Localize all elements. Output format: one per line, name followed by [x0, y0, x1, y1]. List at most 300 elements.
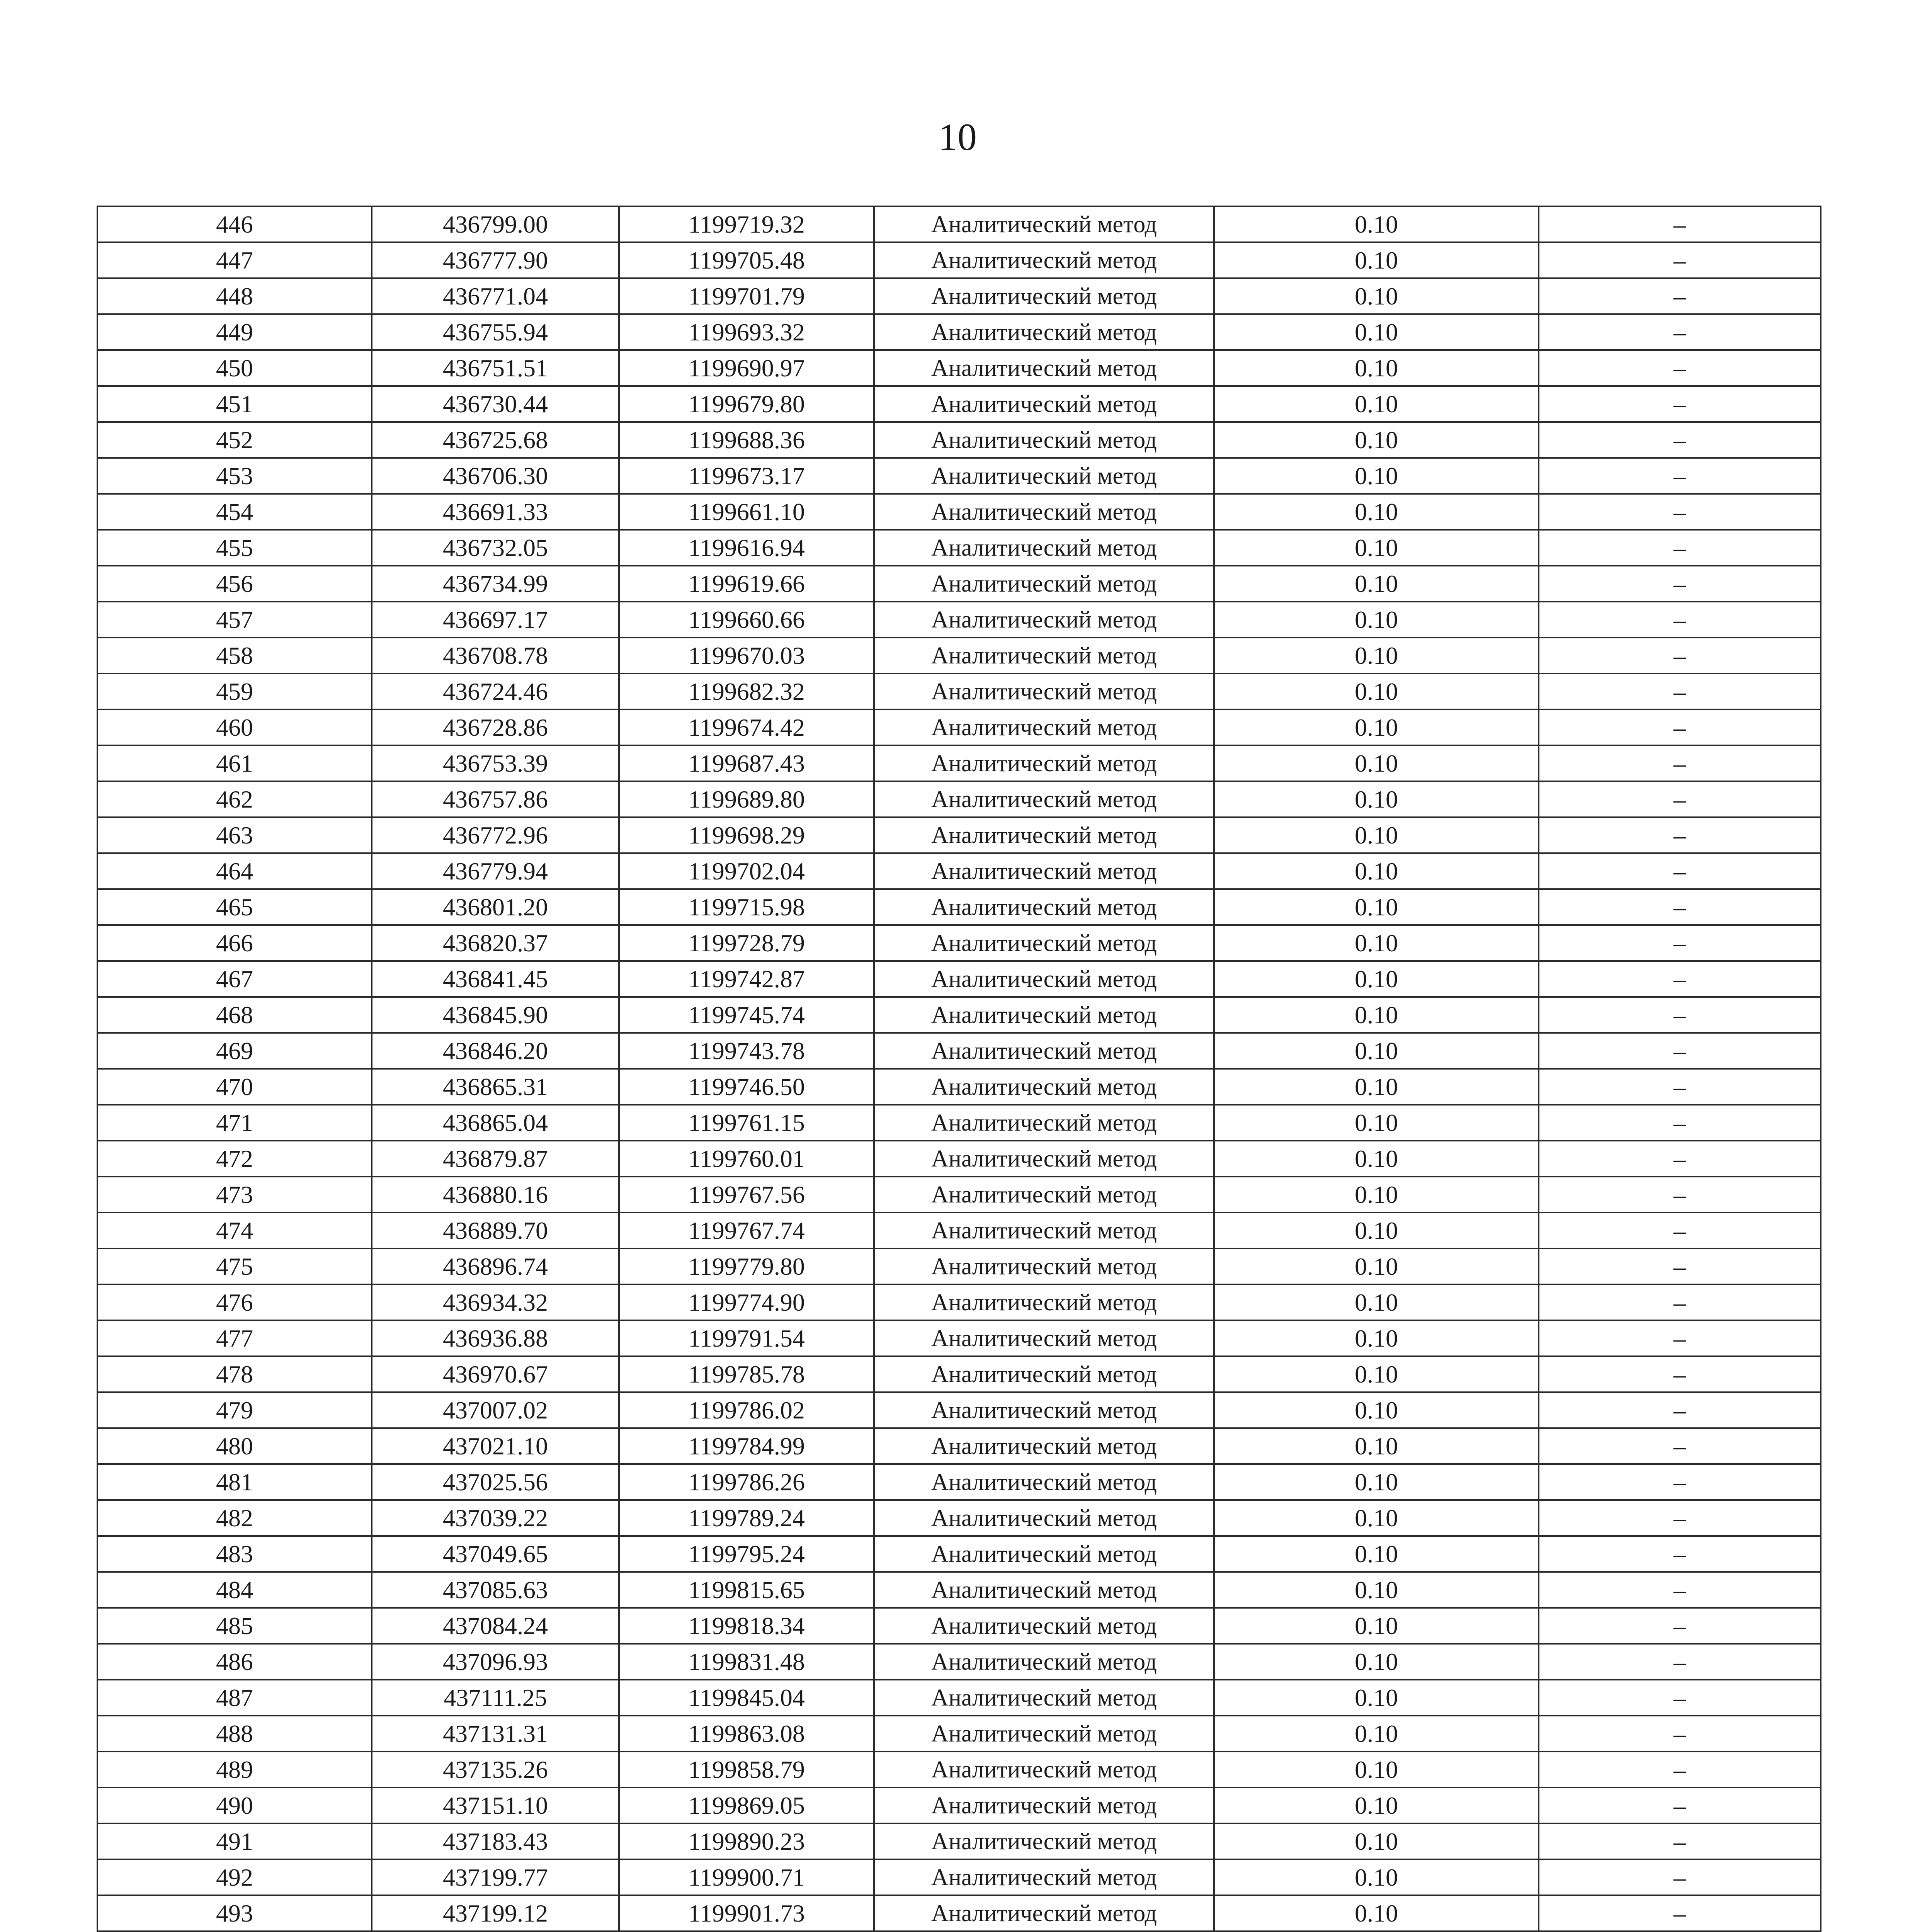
x-coordinate-cell: 437199.77 [372, 1859, 619, 1895]
y-coordinate-cell: 1199774.90 [619, 1284, 874, 1320]
x-coordinate-cell: 436777.90 [372, 242, 619, 278]
accuracy-cell: 0.10 [1214, 1895, 1539, 1931]
x-coordinate-cell: 436772.96 [372, 817, 619, 853]
coordinates-table-body [97, 206, 1821, 1932]
method-cell: Аналитический метод [874, 853, 1214, 889]
note-cell: – [1539, 602, 1821, 638]
note-cell: – [1539, 709, 1821, 745]
x-coordinate-cell: 436697.17 [372, 602, 619, 638]
y-coordinate-cell: 1199785.78 [619, 1356, 874, 1392]
x-coordinate-cell: 436934.32 [372, 1284, 619, 1320]
note-cell: – [1539, 1500, 1821, 1536]
x-coordinate-cell: 437025.56 [372, 1464, 619, 1500]
method-cell: Аналитический метод [874, 1895, 1214, 1931]
method-cell: Аналитический метод [874, 1105, 1214, 1141]
accuracy-cell: 0.10 [1214, 386, 1539, 422]
method-cell: Аналитический метод [874, 1248, 1214, 1284]
accuracy-cell: 0.10 [1214, 1320, 1539, 1356]
point-number-cell: 467 [97, 961, 372, 997]
note-cell: – [1539, 242, 1821, 278]
y-coordinate-cell: 1199786.02 [619, 1392, 874, 1428]
note-cell: – [1539, 1644, 1821, 1680]
method-cell: Аналитический метод [874, 422, 1214, 458]
method-cell: Аналитический метод [874, 997, 1214, 1033]
y-coordinate-cell: 1199767.74 [619, 1213, 874, 1248]
y-coordinate-cell: 1199845.04 [619, 1680, 874, 1716]
point-number-cell: 487 [97, 1680, 372, 1716]
x-coordinate-cell: 436779.94 [372, 853, 619, 889]
y-coordinate-cell: 1199831.48 [619, 1644, 874, 1680]
y-coordinate-cell: 1199761.15 [619, 1105, 874, 1141]
accuracy-cell: 0.10 [1214, 1177, 1539, 1213]
note-cell: – [1539, 350, 1821, 386]
x-coordinate-cell: 437131.31 [372, 1716, 619, 1752]
y-coordinate-cell: 1199616.94 [619, 530, 874, 566]
method-cell: Аналитический метод [874, 1141, 1214, 1177]
note-cell: – [1539, 673, 1821, 709]
note-cell: – [1539, 961, 1821, 997]
note-cell: – [1539, 1680, 1821, 1716]
accuracy-cell: 0.10 [1214, 889, 1539, 925]
x-coordinate-cell: 437151.10 [372, 1787, 619, 1823]
note-cell: – [1539, 458, 1821, 494]
y-coordinate-cell: 1199705.48 [619, 242, 874, 278]
x-coordinate-cell: 436757.86 [372, 781, 619, 817]
table-row [97, 1177, 1821, 1213]
x-coordinate-cell: 436771.04 [372, 278, 619, 314]
y-coordinate-cell: 1199619.66 [619, 566, 874, 602]
method-cell: Аналитический метод [874, 1680, 1214, 1716]
point-number-cell: 459 [97, 673, 372, 709]
x-coordinate-cell: 436865.31 [372, 1069, 619, 1105]
y-coordinate-cell: 1199679.80 [619, 386, 874, 422]
point-number-cell: 486 [97, 1644, 372, 1680]
table-row [97, 206, 1821, 242]
accuracy-cell: 0.10 [1214, 602, 1539, 638]
accuracy-cell: 0.10 [1214, 1608, 1539, 1644]
coordinates-table [97, 206, 1821, 1932]
x-coordinate-cell: 437084.24 [372, 1608, 619, 1644]
table-row [97, 781, 1821, 817]
point-number-cell: 479 [97, 1392, 372, 1428]
x-coordinate-cell: 436841.45 [372, 961, 619, 997]
method-cell: Аналитический метод [874, 1428, 1214, 1464]
y-coordinate-cell: 1199779.80 [619, 1248, 874, 1284]
accuracy-cell: 0.10 [1214, 638, 1539, 673]
note-cell: – [1539, 745, 1821, 781]
note-cell: – [1539, 1105, 1821, 1141]
x-coordinate-cell: 436732.05 [372, 530, 619, 566]
method-cell: Аналитический метод [874, 1213, 1214, 1248]
table-row [97, 1392, 1821, 1428]
point-number-cell: 458 [97, 638, 372, 673]
x-coordinate-cell: 437039.22 [372, 1500, 619, 1536]
method-cell: Аналитический метод [874, 961, 1214, 997]
method-cell: Аналитический метод [874, 745, 1214, 781]
method-cell: Аналитический метод [874, 1716, 1214, 1752]
x-coordinate-cell: 436801.20 [372, 889, 619, 925]
y-coordinate-cell: 1199661.10 [619, 494, 874, 530]
accuracy-cell: 0.10 [1214, 1284, 1539, 1320]
note-cell: – [1539, 566, 1821, 602]
method-cell: Аналитический метод [874, 1069, 1214, 1105]
y-coordinate-cell: 1199690.97 [619, 350, 874, 386]
x-coordinate-cell: 436799.00 [372, 206, 619, 242]
y-coordinate-cell: 1199863.08 [619, 1716, 874, 1752]
y-coordinate-cell: 1199818.34 [619, 1608, 874, 1644]
x-coordinate-cell: 436896.74 [372, 1248, 619, 1284]
accuracy-cell: 0.10 [1214, 1752, 1539, 1787]
accuracy-cell: 0.10 [1214, 1105, 1539, 1141]
method-cell: Аналитический метод [874, 638, 1214, 673]
point-number-cell: 469 [97, 1033, 372, 1069]
table-row [97, 458, 1821, 494]
y-coordinate-cell: 1199745.74 [619, 997, 874, 1033]
y-coordinate-cell: 1199660.66 [619, 602, 874, 638]
table-row [97, 1320, 1821, 1356]
point-number-cell: 475 [97, 1248, 372, 1284]
note-cell: – [1539, 314, 1821, 350]
x-coordinate-cell: 436846.20 [372, 1033, 619, 1069]
point-number-cell: 461 [97, 745, 372, 781]
accuracy-cell: 0.10 [1214, 1644, 1539, 1680]
y-coordinate-cell: 1199670.03 [619, 638, 874, 673]
method-cell: Аналитический метод [874, 1177, 1214, 1213]
x-coordinate-cell: 436724.46 [372, 673, 619, 709]
method-cell: Аналитический метод [874, 1644, 1214, 1680]
method-cell: Аналитический метод [874, 458, 1214, 494]
table-row [97, 1464, 1821, 1500]
note-cell: – [1539, 1608, 1821, 1644]
method-cell: Аналитический метод [874, 242, 1214, 278]
table-row [97, 1823, 1821, 1859]
y-coordinate-cell: 1199693.32 [619, 314, 874, 350]
point-number-cell: 476 [97, 1284, 372, 1320]
accuracy-cell: 0.10 [1214, 1033, 1539, 1069]
table-row [97, 1033, 1821, 1069]
y-coordinate-cell: 1199791.54 [619, 1320, 874, 1356]
note-cell: – [1539, 889, 1821, 925]
table-row [97, 925, 1821, 961]
x-coordinate-cell: 437183.43 [372, 1823, 619, 1859]
accuracy-cell: 0.10 [1214, 1069, 1539, 1105]
table-row [97, 1500, 1821, 1536]
y-coordinate-cell: 1199869.05 [619, 1787, 874, 1823]
accuracy-cell: 0.10 [1214, 1823, 1539, 1859]
table-row [97, 566, 1821, 602]
note-cell: – [1539, 1859, 1821, 1895]
accuracy-cell: 0.10 [1214, 458, 1539, 494]
table-row [97, 1716, 1821, 1752]
point-number-cell: 468 [97, 997, 372, 1033]
method-cell: Аналитический метод [874, 781, 1214, 817]
note-cell: – [1539, 206, 1821, 242]
method-cell: Аналитический метод [874, 817, 1214, 853]
y-coordinate-cell: 1199702.04 [619, 853, 874, 889]
x-coordinate-cell: 436936.88 [372, 1320, 619, 1356]
accuracy-cell: 0.10 [1214, 1716, 1539, 1752]
table-row [97, 1105, 1821, 1141]
point-number-cell: 450 [97, 350, 372, 386]
note-cell: – [1539, 1248, 1821, 1284]
point-number-cell: 480 [97, 1428, 372, 1464]
x-coordinate-cell: 437085.63 [372, 1572, 619, 1608]
y-coordinate-cell: 1199815.65 [619, 1572, 874, 1608]
point-number-cell: 455 [97, 530, 372, 566]
table-row [97, 961, 1821, 997]
note-cell: – [1539, 1069, 1821, 1105]
method-cell: Аналитический метод [874, 566, 1214, 602]
point-number-cell: 488 [97, 1716, 372, 1752]
note-cell: – [1539, 1787, 1821, 1823]
y-coordinate-cell: 1199701.79 [619, 278, 874, 314]
point-number-cell: 477 [97, 1320, 372, 1356]
point-number-cell: 478 [97, 1356, 372, 1392]
accuracy-cell: 0.10 [1214, 1787, 1539, 1823]
x-coordinate-cell: 436755.94 [372, 314, 619, 350]
method-cell: Аналитический метод [874, 1572, 1214, 1608]
point-number-cell: 448 [97, 278, 372, 314]
table-row [97, 530, 1821, 566]
accuracy-cell: 0.10 [1214, 422, 1539, 458]
point-number-cell: 492 [97, 1859, 372, 1895]
page-number: 10 [938, 116, 977, 158]
method-cell: Аналитический метод [874, 1320, 1214, 1356]
accuracy-cell: 0.10 [1214, 1536, 1539, 1572]
method-cell: Аналитический метод [874, 889, 1214, 925]
x-coordinate-cell: 437111.25 [372, 1680, 619, 1716]
note-cell: – [1539, 1392, 1821, 1428]
point-number-cell: 449 [97, 314, 372, 350]
point-number-cell: 489 [97, 1752, 372, 1787]
table-row [97, 709, 1821, 745]
table-row [97, 817, 1821, 853]
method-cell: Аналитический метод [874, 602, 1214, 638]
accuracy-cell: 0.10 [1214, 673, 1539, 709]
note-cell: – [1539, 530, 1821, 566]
point-number-cell: 454 [97, 494, 372, 530]
note-cell: – [1539, 1213, 1821, 1248]
note-cell: – [1539, 1141, 1821, 1177]
accuracy-cell: 0.10 [1214, 1464, 1539, 1500]
table-row [97, 1248, 1821, 1284]
table-row [97, 638, 1821, 673]
x-coordinate-cell: 437199.12 [372, 1895, 619, 1931]
point-number-cell: 485 [97, 1608, 372, 1644]
method-cell: Аналитический метод [874, 709, 1214, 745]
accuracy-cell: 0.10 [1214, 1392, 1539, 1428]
y-coordinate-cell: 1199760.01 [619, 1141, 874, 1177]
y-coordinate-cell: 1199682.32 [619, 673, 874, 709]
accuracy-cell: 0.10 [1214, 709, 1539, 745]
point-number-cell: 456 [97, 566, 372, 602]
note-cell: – [1539, 1356, 1821, 1392]
note-cell: – [1539, 1752, 1821, 1787]
accuracy-cell: 0.10 [1214, 350, 1539, 386]
accuracy-cell: 0.10 [1214, 314, 1539, 350]
table-row [97, 889, 1821, 925]
note-cell: – [1539, 1033, 1821, 1069]
accuracy-cell: 0.10 [1214, 494, 1539, 530]
y-coordinate-cell: 1199786.26 [619, 1464, 874, 1500]
x-coordinate-cell: 436889.70 [372, 1213, 619, 1248]
point-number-cell: 481 [97, 1464, 372, 1500]
y-coordinate-cell: 1199742.87 [619, 961, 874, 997]
x-coordinate-cell: 437135.26 [372, 1752, 619, 1787]
note-cell: – [1539, 781, 1821, 817]
point-number-cell: 482 [97, 1500, 372, 1536]
accuracy-cell: 0.10 [1214, 745, 1539, 781]
method-cell: Аналитический метод [874, 1536, 1214, 1572]
note-cell: – [1539, 494, 1821, 530]
note-cell: – [1539, 1177, 1821, 1213]
table-row [97, 350, 1821, 386]
y-coordinate-cell: 1199900.71 [619, 1859, 874, 1895]
table-row [97, 673, 1821, 709]
y-coordinate-cell: 1199688.36 [619, 422, 874, 458]
table-row [97, 1608, 1821, 1644]
table-row [97, 1213, 1821, 1248]
table-row [97, 1644, 1821, 1680]
table-row [97, 1859, 1821, 1895]
x-coordinate-cell: 437096.93 [372, 1644, 619, 1680]
point-number-cell: 473 [97, 1177, 372, 1213]
accuracy-cell: 0.10 [1214, 1500, 1539, 1536]
note-cell: – [1539, 1428, 1821, 1464]
table-row [97, 422, 1821, 458]
y-coordinate-cell: 1199795.24 [619, 1536, 874, 1572]
y-coordinate-cell: 1199698.29 [619, 817, 874, 853]
x-coordinate-cell: 436706.30 [372, 458, 619, 494]
table-row [97, 1680, 1821, 1716]
point-number-cell: 491 [97, 1823, 372, 1859]
y-coordinate-cell: 1199674.42 [619, 709, 874, 745]
method-cell: Аналитический метод [874, 1392, 1214, 1428]
method-cell: Аналитический метод [874, 1356, 1214, 1392]
y-coordinate-cell: 1199743.78 [619, 1033, 874, 1069]
point-number-cell: 465 [97, 889, 372, 925]
accuracy-cell: 0.10 [1214, 853, 1539, 889]
table-row [97, 745, 1821, 781]
table-row [97, 1356, 1821, 1392]
accuracy-cell: 0.10 [1214, 1356, 1539, 1392]
table-row [97, 1895, 1821, 1931]
x-coordinate-cell: 436730.44 [372, 386, 619, 422]
x-coordinate-cell: 436691.33 [372, 494, 619, 530]
accuracy-cell: 0.10 [1214, 1141, 1539, 1177]
point-number-cell: 457 [97, 602, 372, 638]
y-coordinate-cell: 1199719.32 [619, 206, 874, 242]
point-number-cell: 474 [97, 1213, 372, 1248]
method-cell: Аналитический метод [874, 530, 1214, 566]
accuracy-cell: 0.10 [1214, 1572, 1539, 1608]
method-cell: Аналитический метод [874, 1500, 1214, 1536]
point-number-cell: 464 [97, 853, 372, 889]
note-cell: – [1539, 1320, 1821, 1356]
table-row [97, 602, 1821, 638]
note-cell: – [1539, 1464, 1821, 1500]
point-number-cell: 462 [97, 781, 372, 817]
method-cell: Аналитический метод [874, 278, 1214, 314]
x-coordinate-cell: 436865.04 [372, 1105, 619, 1141]
table-row [97, 1284, 1821, 1320]
accuracy-cell: 0.10 [1214, 925, 1539, 961]
x-coordinate-cell: 436708.78 [372, 638, 619, 673]
accuracy-cell: 0.10 [1214, 530, 1539, 566]
y-coordinate-cell: 1199767.56 [619, 1177, 874, 1213]
method-cell: Аналитический метод [874, 1464, 1214, 1500]
point-number-cell: 453 [97, 458, 372, 494]
note-cell: – [1539, 1572, 1821, 1608]
note-cell: – [1539, 278, 1821, 314]
table-row [97, 1536, 1821, 1572]
point-number-cell: 460 [97, 709, 372, 745]
note-cell: – [1539, 422, 1821, 458]
x-coordinate-cell: 437049.65 [372, 1536, 619, 1572]
x-coordinate-cell: 436753.39 [372, 745, 619, 781]
note-cell: – [1539, 386, 1821, 422]
point-number-cell: 446 [97, 206, 372, 242]
table-row [97, 278, 1821, 314]
accuracy-cell: 0.10 [1214, 817, 1539, 853]
method-cell: Аналитический метод [874, 673, 1214, 709]
x-coordinate-cell: 436845.90 [372, 997, 619, 1033]
accuracy-cell: 0.10 [1214, 997, 1539, 1033]
x-coordinate-cell: 436879.87 [372, 1141, 619, 1177]
method-cell: Аналитический метод [874, 1859, 1214, 1895]
method-cell: Аналитический метод [874, 1752, 1214, 1787]
method-cell: Аналитический метод [874, 206, 1214, 242]
table-row [97, 494, 1821, 530]
point-number-cell: 463 [97, 817, 372, 853]
note-cell: – [1539, 638, 1821, 673]
table-row [97, 1428, 1821, 1464]
note-cell: – [1539, 1716, 1821, 1752]
table-row [97, 1141, 1821, 1177]
method-cell: Аналитический метод [874, 494, 1214, 530]
y-coordinate-cell: 1199746.50 [619, 1069, 874, 1105]
accuracy-cell: 0.10 [1214, 242, 1539, 278]
accuracy-cell: 0.10 [1214, 1428, 1539, 1464]
point-number-cell: 452 [97, 422, 372, 458]
x-coordinate-cell: 436820.37 [372, 925, 619, 961]
point-number-cell: 447 [97, 242, 372, 278]
point-number-cell: 470 [97, 1069, 372, 1105]
x-coordinate-cell: 436970.67 [372, 1356, 619, 1392]
accuracy-cell: 0.10 [1214, 1859, 1539, 1895]
x-coordinate-cell: 436734.99 [372, 566, 619, 602]
x-coordinate-cell: 437007.02 [372, 1392, 619, 1428]
point-number-cell: 471 [97, 1105, 372, 1141]
table-row [97, 853, 1821, 889]
x-coordinate-cell: 436751.51 [372, 350, 619, 386]
table-row [97, 997, 1821, 1033]
y-coordinate-cell: 1199901.73 [619, 1895, 874, 1931]
point-number-cell: 466 [97, 925, 372, 961]
method-cell: Аналитический метод [874, 1608, 1214, 1644]
note-cell: – [1539, 1895, 1821, 1931]
method-cell: Аналитический метод [874, 1787, 1214, 1823]
table-row [97, 314, 1821, 350]
y-coordinate-cell: 1199673.17 [619, 458, 874, 494]
method-cell: Аналитический метод [874, 1033, 1214, 1069]
point-number-cell: 493 [97, 1895, 372, 1931]
y-coordinate-cell: 1199689.80 [619, 781, 874, 817]
y-coordinate-cell: 1199687.43 [619, 745, 874, 781]
point-number-cell: 483 [97, 1536, 372, 1572]
note-cell: – [1539, 925, 1821, 961]
table-row [97, 242, 1821, 278]
